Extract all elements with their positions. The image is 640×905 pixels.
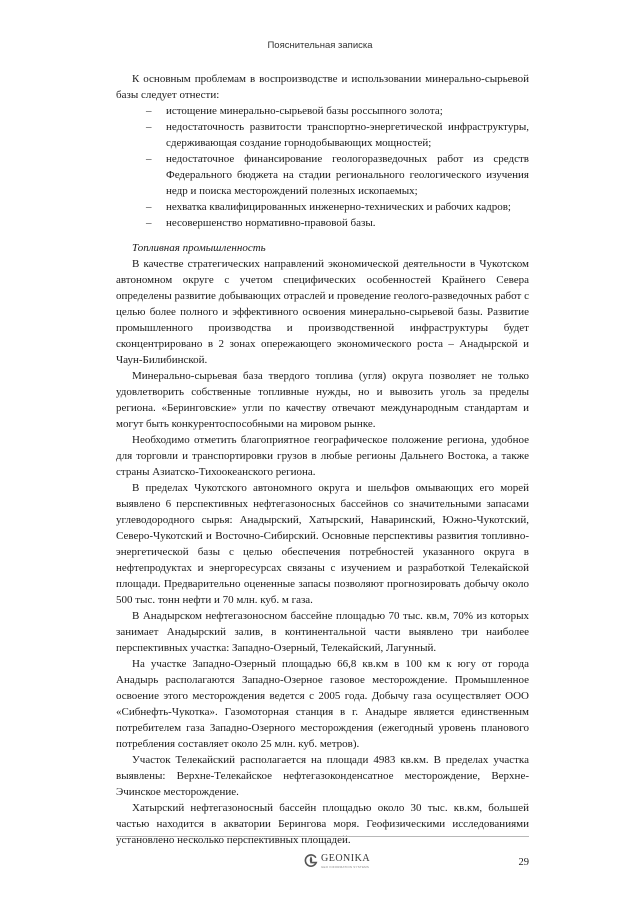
section-title: Топливная промышленность: [132, 242, 266, 254]
logo-name: GEONIKA: [321, 852, 371, 864]
page-number: 29: [518, 857, 529, 868]
list-item: – несовершенство нормативно-правовой базы.: [116, 215, 529, 231]
list-item: – нехватка квалифицированных инженерно-технических и рабочих кадров;: [116, 199, 529, 215]
problems-list: [116, 103, 529, 231]
logo-tagline: GEO INFORMATION SYSTEMS: [321, 864, 370, 869]
body-paragraph: Минерально-сырьевая база твердого топлива (угля) округа позволяет не только удовлетворить собственные топливные нужды, но и вывозить уголь за пределы региона. «Беринговские» угли по качеству отвечают международным стандартам и могут быть конкурентоспособными на мировом рынке.: [116, 370, 529, 430]
list-item: – истощение минерально-сырьевой базы россыпного золота;: [116, 103, 529, 119]
body-paragraph: Необходимо отметить благоприятное географическое положение региона, удобное для торговли и транспортировки грузов в любые регионы Дальнего Востока, а также страны Азиатско-Тихоокеанского региона.: [116, 434, 529, 478]
body-paragraph: В качестве стратегических направлений экономической деятельности в Чукотском автономном округе с учетом специфических особенностей Крайнего Севера определены развитие добывающих отраслей и проведение геолого-разведочных работ с целью более полного и эффективного освоения минерально-сырьевой базы. Развитие промышленного производства и производственной инфраструктуры будет сконцентрировано в 2 зонах опережающего экономического роста – Анадырской и Чаун-Билибинской.: [116, 258, 529, 366]
footer-logo: [304, 850, 370, 872]
page-header: Пояснительная записка: [267, 40, 373, 51]
body-paragraph: Хатырский нефтегазоносный бассейн площадью около 30 тыс. кв.км, большей частью находится в акватории Берингова моря. Геофизическими исследованиями установлено несколько перспективных площадей.: [116, 802, 529, 846]
footer-divider: [116, 836, 529, 837]
document-body: [116, 71, 529, 848]
body-paragraph: В пределах Чукотского автономного округа и шельфов омывающих его морей выявлено 6 перспективных нефтегазоносных бассейнов со значительными запасами углеводородного сырья: Анадырский, Хатырский, Наваринский, Южно-Чукотский, Северо-Чукотский и Восточно-Сибирский. Основные перспективы развития топливно-энергетической базы с целью обеспечения потребностей указанного округа в нефтепродуктах и энергоресурсах связаны с изучением и разработкой Телекайской площади. Предварительно оцененные запасы позволяют прогнозировать добычу около 500 тыс. тонн нефти и 70 млн. куб. м газа.: [116, 482, 529, 606]
list-item: – недостаточное финансирование геологоразведочных работ из средств Федерального бюджета на стадии регионального геологического изучения недр и поиска месторождений полезных ископаемых;: [116, 151, 529, 199]
body-paragraph: На участке Западно-Озерный площадью 66,8 кв.км в 100 км к югу от города Анадырь располагаются Западно-Озерное газовое месторождение. Промышленное освоение этого месторождения ведется с 2005 года. Добычу газа осуществляет ООО «Сибнефть-Чукотка». Газомоторная станция в г. Анадыре является единственным потребителем газа Западно-Озерного месторождения (ежегодный уровень планового потребления составляет около 25 млн. куб. метров).: [116, 658, 529, 750]
body-paragraph: Участок Телекайский располагается на площади 4983 кв.км. В пределах участка выявлены: Верхне-Телекайское нефтегазоконденсатное месторождение, Верхне-Эчинское месторождение.: [116, 754, 529, 798]
geonika-logo-icon: [304, 853, 318, 869]
intro-paragraph: К основным проблемам в воспроизводстве и использовании минерально-сырьевой базы следует отнести:: [116, 73, 529, 101]
body-paragraph: В Анадырском нефтегазоносном бассейне площадью 70 тыс. кв.м, 70% из которых занимает Анадырский залив, в континентальной части выявлено три наиболее перспективных участка: Западно-Озерный, Телекайский, Лагунный.: [116, 610, 529, 654]
logo-text: [321, 854, 370, 869]
list-item: – недостаточность развитости транспортно-энергетической инфраструктуры, сдерживающая создание горнодобывающих мощностей;: [116, 119, 529, 151]
